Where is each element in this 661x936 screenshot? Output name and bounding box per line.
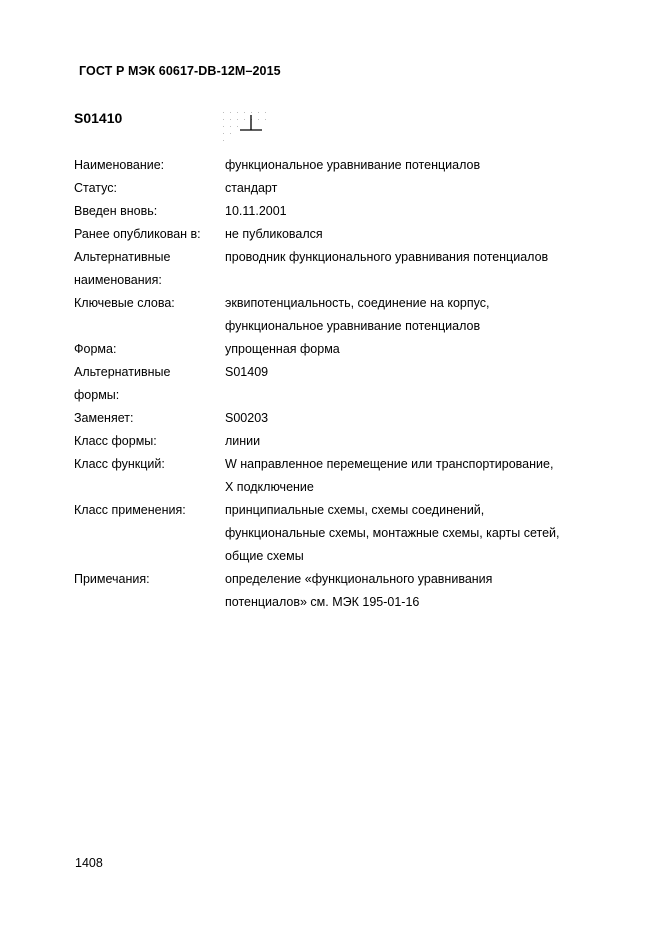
attribute-value bbox=[225, 453, 614, 499]
attribute-label bbox=[74, 361, 225, 407]
attribute-value-line: общие схемы bbox=[225, 549, 304, 563]
attribute-row bbox=[74, 338, 614, 361]
attribute-label bbox=[74, 200, 225, 223]
attribute-label bbox=[74, 154, 225, 177]
attribute-value bbox=[225, 499, 614, 568]
attribute-value-line: 10.11.2001 bbox=[225, 204, 287, 218]
attribute-value-line: потенциалов» см. МЭК 195-01-16 bbox=[225, 595, 420, 609]
attribute-value bbox=[225, 223, 614, 246]
attribute-label-line: Альтернативные bbox=[74, 365, 171, 379]
attribute-label bbox=[74, 338, 225, 361]
attribute-row bbox=[74, 568, 614, 614]
attribute-value-line: функциональное уравнивание потенциалов bbox=[225, 158, 481, 172]
attribute-value bbox=[225, 154, 614, 177]
equipotential-symbol-icon bbox=[222, 108, 272, 146]
attribute-row bbox=[74, 200, 614, 223]
attribute-label-line: Класс функций: bbox=[74, 457, 165, 471]
page-number: 1408 bbox=[75, 856, 103, 870]
attribute-row bbox=[74, 292, 614, 338]
attribute-row bbox=[74, 177, 614, 200]
attribute-value-line: упрощенная форма bbox=[225, 342, 340, 356]
attribute-label-line: Наименование: bbox=[74, 158, 165, 172]
attribute-label-line: Статус: bbox=[74, 181, 117, 195]
attribute-value bbox=[225, 407, 614, 430]
attribute-label bbox=[74, 453, 225, 499]
attribute-value bbox=[225, 568, 614, 614]
attribute-row bbox=[74, 453, 614, 499]
attribute-value bbox=[225, 292, 614, 338]
attribute-label bbox=[74, 568, 225, 614]
attribute-value-line: эквипотенциальность, соединение на корпус, bbox=[225, 296, 490, 310]
attribute-value-line: линии bbox=[225, 434, 261, 448]
attribute-label-line: Форма: bbox=[74, 342, 117, 356]
attribute-value bbox=[225, 200, 614, 223]
attribute-value-line: стандарт bbox=[225, 181, 278, 195]
attribute-label bbox=[74, 407, 225, 430]
attribute-value-line: не публиковался bbox=[225, 227, 323, 241]
attribute-list bbox=[74, 154, 614, 614]
attribute-row bbox=[74, 361, 614, 407]
attribute-label-line: Ключевые слова: bbox=[74, 296, 175, 310]
attribute-value-line: X подключение bbox=[225, 480, 314, 494]
attribute-value bbox=[225, 361, 614, 407]
attribute-label bbox=[74, 430, 225, 453]
attribute-row bbox=[74, 246, 614, 292]
attribute-label bbox=[74, 246, 225, 292]
attribute-value-line: определение «функционального уравнивания bbox=[225, 572, 493, 586]
attribute-value bbox=[225, 177, 614, 200]
attribute-label bbox=[74, 292, 225, 338]
symbol-code: S01410 bbox=[74, 110, 123, 126]
attribute-value-line: S00203 bbox=[225, 411, 269, 425]
attribute-value-line: проводник функционального уравнивания потенциалов bbox=[225, 250, 549, 264]
attribute-label-line: формы: bbox=[74, 388, 120, 402]
attribute-label-line: Класс формы: bbox=[74, 434, 157, 448]
attribute-label-line: Альтернативные bbox=[74, 250, 171, 264]
attribute-value bbox=[225, 338, 614, 361]
attribute-label-line: Заменяет: bbox=[74, 411, 134, 425]
attribute-value-line: W направленное перемещение или транспортирование, bbox=[225, 457, 554, 471]
attribute-row bbox=[74, 407, 614, 430]
attribute-label bbox=[74, 499, 225, 568]
attribute-value bbox=[225, 430, 614, 453]
attribute-label-line: наименования: bbox=[74, 273, 162, 287]
attribute-label-line: Введен вновь: bbox=[74, 204, 158, 218]
attribute-label-line: Примечания: bbox=[74, 572, 150, 586]
attribute-value bbox=[225, 246, 614, 292]
attribute-label-line: Класс применения: bbox=[74, 503, 186, 517]
attribute-row bbox=[74, 223, 614, 246]
attribute-value-line: S01409 bbox=[225, 365, 269, 379]
attribute-value-line: функциональное уравнивание потенциалов bbox=[225, 319, 481, 333]
attribute-value-line: принципиальные схемы, схемы соединений, bbox=[225, 503, 485, 517]
attribute-label bbox=[74, 223, 225, 246]
attribute-value-line: функциональные схемы, монтажные схемы, карты сетей, bbox=[225, 526, 560, 540]
attribute-row bbox=[74, 430, 614, 453]
attribute-label bbox=[74, 177, 225, 200]
attribute-row bbox=[74, 154, 614, 177]
attribute-row bbox=[74, 499, 614, 568]
attribute-label-line: Ранее опубликован в: bbox=[74, 227, 201, 241]
document-header: ГОСТ Р МЭК 60617-DB-12M–2015 bbox=[79, 64, 281, 78]
